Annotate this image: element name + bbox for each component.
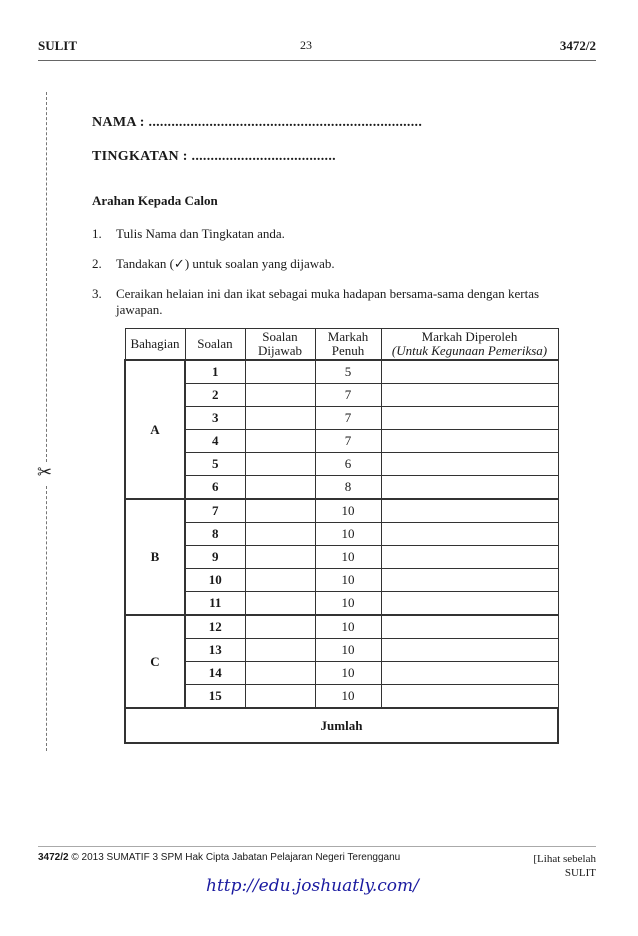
instruction-number: 1. bbox=[92, 226, 102, 241]
marks-obtained-cell[interactable] bbox=[381, 430, 558, 453]
table-row bbox=[125, 569, 558, 592]
full-marks: 7 bbox=[315, 407, 381, 430]
header-bahagian: Bahagian bbox=[125, 329, 185, 361]
table-row bbox=[125, 592, 558, 616]
instruction-item bbox=[92, 256, 546, 272]
full-marks: 10 bbox=[315, 499, 381, 523]
marks-obtained-cell[interactable] bbox=[381, 523, 558, 546]
instruction-number: 3. bbox=[92, 286, 102, 301]
header-sulit: SULIT bbox=[38, 38, 78, 53]
question-number: 13 bbox=[185, 639, 245, 662]
footer-sulit: SULIT bbox=[564, 867, 596, 879]
question-number: 3 bbox=[185, 407, 245, 430]
answered-checkbox-cell[interactable] bbox=[245, 592, 315, 616]
instructions-title: Arahan Kepada Calon bbox=[92, 193, 218, 208]
marks-obtained-cell[interactable] bbox=[381, 685, 558, 709]
marks-obtained-cell[interactable] bbox=[381, 546, 558, 569]
question-number: 11 bbox=[185, 592, 245, 616]
marks-obtained-cell[interactable] bbox=[381, 476, 558, 500]
answered-checkbox-cell[interactable] bbox=[245, 662, 315, 685]
section-label: B bbox=[125, 499, 185, 615]
answered-checkbox-cell[interactable] bbox=[245, 639, 315, 662]
answered-checkbox-cell[interactable] bbox=[245, 430, 315, 453]
total-label: Jumlah bbox=[125, 708, 558, 743]
header-text: Soalan bbox=[262, 329, 298, 344]
header-markah-penuh bbox=[315, 329, 381, 361]
question-number: 7 bbox=[185, 499, 245, 523]
marks-obtained-cell[interactable] bbox=[381, 453, 558, 476]
section-label: A bbox=[125, 360, 185, 499]
instruction-item bbox=[92, 286, 546, 318]
answered-checkbox-cell[interactable] bbox=[245, 615, 315, 639]
marks-obtained-cell[interactable] bbox=[381, 592, 558, 616]
marks-obtained-cell[interactable] bbox=[381, 360, 558, 384]
question-number: 5 bbox=[185, 453, 245, 476]
answered-checkbox-cell[interactable] bbox=[245, 476, 315, 500]
instruction-item bbox=[92, 226, 546, 242]
table-row bbox=[125, 662, 558, 685]
table-header-row bbox=[125, 329, 558, 361]
page-number: 23 bbox=[300, 38, 312, 52]
question-number: 9 bbox=[185, 546, 245, 569]
footer-right bbox=[533, 852, 596, 880]
cut-line-bottom bbox=[46, 486, 47, 751]
source-url-link[interactable]: http://edu.joshuatly.com/ bbox=[206, 876, 419, 896]
full-marks: 10 bbox=[315, 569, 381, 592]
header-text: (Untuk Kegunaan Pemeriksa) bbox=[391, 343, 548, 358]
section-label: C bbox=[125, 615, 185, 708]
footer-rule bbox=[38, 846, 596, 847]
instruction-text: Tulis Nama dan Tingkatan anda. bbox=[116, 226, 285, 241]
header-text: Markah bbox=[327, 329, 369, 344]
question-number: 15 bbox=[185, 685, 245, 709]
question-number: 8 bbox=[185, 523, 245, 546]
footer-code: 3472/2 bbox=[38, 852, 69, 863]
marks-obtained-cell[interactable] bbox=[381, 499, 558, 523]
marks-table bbox=[124, 328, 559, 744]
table-row bbox=[125, 685, 558, 709]
marks-obtained-cell[interactable] bbox=[381, 569, 558, 592]
question-number: 14 bbox=[185, 662, 245, 685]
scissors-icon: ✂ bbox=[37, 462, 53, 482]
footer-copyright-text: © 2013 SUMATIF 3 SPM Hak Cipta Jabatan Pelajaran Negeri Terengganu bbox=[71, 852, 401, 863]
full-marks: 10 bbox=[315, 546, 381, 569]
total-row bbox=[125, 708, 558, 743]
answered-checkbox-cell[interactable] bbox=[245, 569, 315, 592]
answered-checkbox-cell[interactable] bbox=[245, 523, 315, 546]
table-row bbox=[125, 546, 558, 569]
marks-obtained-cell[interactable] bbox=[381, 407, 558, 430]
answered-checkbox-cell[interactable] bbox=[245, 685, 315, 709]
table-row bbox=[125, 453, 558, 476]
answered-checkbox-cell[interactable] bbox=[245, 453, 315, 476]
full-marks: 5 bbox=[315, 360, 381, 384]
header-soalan-dijawab bbox=[245, 329, 315, 361]
instruction-text: Tandakan (✓) untuk soalan yang dijawab. bbox=[116, 256, 335, 271]
table-row bbox=[125, 360, 558, 384]
header-text: Dijawab bbox=[257, 343, 303, 358]
full-marks: 6 bbox=[315, 453, 381, 476]
cut-line-top bbox=[46, 92, 47, 462]
answered-checkbox-cell[interactable] bbox=[245, 546, 315, 569]
full-marks: 10 bbox=[315, 662, 381, 685]
marks-obtained-cell[interactable] bbox=[381, 639, 558, 662]
full-marks: 7 bbox=[315, 384, 381, 407]
question-number: 6 bbox=[185, 476, 245, 500]
nama-field: NAMA : ........................................................................ bbox=[92, 115, 423, 130]
question-number: 12 bbox=[185, 615, 245, 639]
full-marks: 10 bbox=[315, 592, 381, 616]
marks-obtained-cell[interactable] bbox=[381, 384, 558, 407]
question-number: 1 bbox=[185, 360, 245, 384]
table-row bbox=[125, 384, 558, 407]
table-row bbox=[125, 499, 558, 523]
table-row bbox=[125, 407, 558, 430]
table-row bbox=[125, 430, 558, 453]
question-number: 2 bbox=[185, 384, 245, 407]
full-marks: 10 bbox=[315, 523, 381, 546]
full-marks: 7 bbox=[315, 430, 381, 453]
answered-checkbox-cell[interactable] bbox=[245, 407, 315, 430]
header-rule bbox=[38, 60, 596, 61]
table-row bbox=[125, 639, 558, 662]
full-marks: 10 bbox=[315, 639, 381, 662]
tingkatan-field: TINGKATAN : ...................................... bbox=[92, 149, 336, 164]
table-row bbox=[125, 523, 558, 546]
full-marks: 8 bbox=[315, 476, 381, 500]
instruction-number: 2. bbox=[92, 256, 102, 271]
answered-checkbox-cell[interactable] bbox=[245, 360, 315, 384]
answered-checkbox-cell[interactable] bbox=[245, 384, 315, 407]
answered-checkbox-cell[interactable] bbox=[245, 499, 315, 523]
footer-turn-page: [Lihat sebelah bbox=[533, 853, 596, 865]
paper-code: 3472/2 bbox=[559, 38, 596, 53]
header-text: Markah Diperoleh bbox=[421, 329, 518, 344]
instruction-text: Ceraikan helaian ini dan ikat sebagai muka hadapan bersama-sama dengan kertas jawapan. bbox=[116, 286, 540, 317]
header-soalan: Soalan bbox=[185, 329, 245, 361]
marks-obtained-cell[interactable] bbox=[381, 615, 558, 639]
question-number: 10 bbox=[185, 569, 245, 592]
table-row bbox=[125, 615, 558, 639]
footer-copyright bbox=[38, 852, 400, 863]
header-text: Penuh bbox=[331, 343, 365, 358]
full-marks: 10 bbox=[315, 685, 381, 709]
full-marks: 10 bbox=[315, 615, 381, 639]
question-number: 4 bbox=[185, 430, 245, 453]
table-row bbox=[125, 476, 558, 500]
marks-obtained-cell[interactable] bbox=[381, 662, 558, 685]
header-markah-diperoleh bbox=[381, 329, 558, 361]
